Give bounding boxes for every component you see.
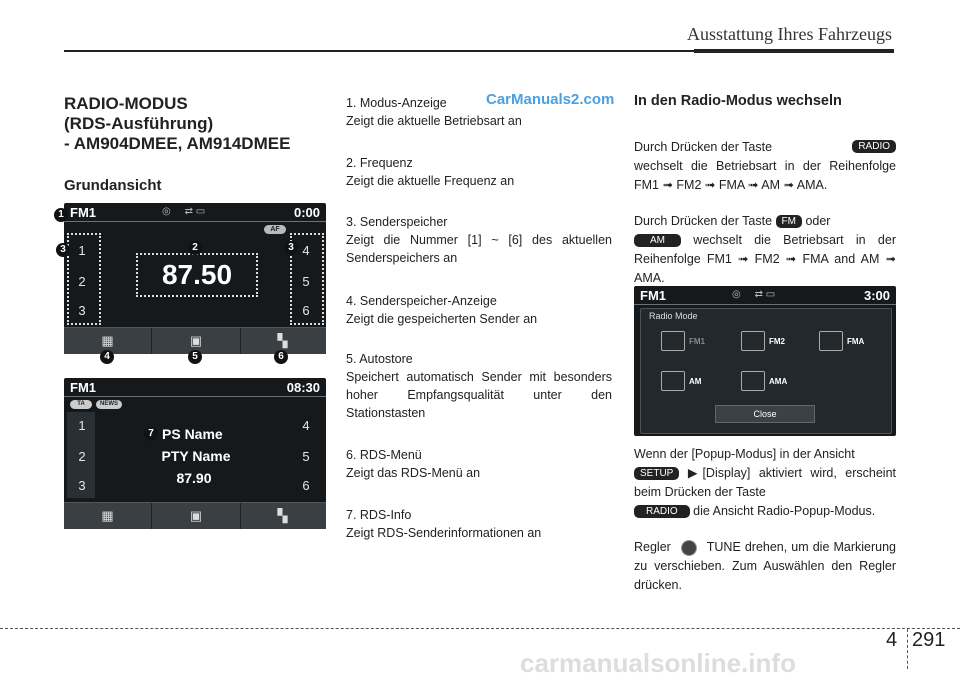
- callout-5: 5: [188, 350, 202, 364]
- band-label: FM1: [640, 288, 666, 303]
- p4-lead: Regler: [634, 540, 671, 554]
- legend-desc: Zeigt die gespeicherten Sender an: [346, 312, 538, 326]
- right-heading: In den Radio-Modus wechseln: [634, 93, 842, 109]
- fm-key: FM: [776, 215, 802, 228]
- legend-item-6: [346, 446, 612, 482]
- preset-4[interactable]: 4: [302, 418, 310, 433]
- tune-knob-icon: [681, 540, 697, 556]
- callout-2: 2: [188, 241, 202, 255]
- callout-4: 4: [100, 350, 114, 364]
- radio-key: RADIO: [852, 140, 896, 153]
- section-title-line2: (RDS-Ausführung): [64, 114, 214, 133]
- section-title-line3: - AM904DMEE, AM914DMEE: [64, 134, 291, 153]
- radio-mode-panel: Radio Mode FM1 FM2 FMA AM AMA Close: [640, 308, 892, 434]
- footer-rule: [0, 628, 960, 629]
- legend-title: 3. Senderspeicher: [346, 215, 448, 229]
- p4-body: TUNE drehen, um die Markierung zu verschieben. Zum Auswählen den Regler drücken.: [634, 540, 896, 592]
- am-key: AM: [634, 234, 681, 247]
- rds-frequency: 87.90: [176, 470, 212, 486]
- legend-title: 1. Modus-Anzeige: [346, 96, 447, 110]
- radio-screen-basic: [64, 203, 326, 353]
- radio-icon: [741, 331, 765, 351]
- legend-desc: Zeigt das RDS-Menü an: [346, 466, 481, 480]
- legend-desc: Zeigt die Nummer [1] ~ [6] des aktuellen Senderspeichers an: [346, 233, 612, 265]
- autostore-button[interactable]: ▣: [151, 503, 241, 529]
- setup-key: SETUP: [634, 467, 679, 480]
- callout-3-left: 3: [56, 243, 70, 257]
- preset-6[interactable]: 6: [302, 303, 310, 318]
- footer-watermark: carmanualsonline.info: [520, 648, 796, 678]
- preset-list-button[interactable]: ▦: [101, 333, 114, 348]
- header-rule-thick: [694, 49, 894, 53]
- legend-desc: Zeigt RDS-Senderinformationen an: [346, 526, 542, 540]
- paragraph-popup: [634, 445, 896, 521]
- chapter-number: 4: [886, 629, 898, 651]
- legend-title: 2. Frequenz: [346, 156, 413, 170]
- preset-4[interactable]: 4: [302, 243, 310, 258]
- divider: [64, 221, 326, 222]
- status-icons: ◎ ⇄ ▭: [732, 289, 776, 300]
- preset-2[interactable]: 2: [78, 274, 86, 289]
- rds-menu-button[interactable]: ▚: [277, 508, 288, 523]
- paragraph-fm-am-key: [634, 212, 896, 288]
- radio-icon: [661, 331, 685, 351]
- legend-title: 6. RDS-Menü: [346, 448, 422, 462]
- clock: 3:00: [863, 288, 890, 303]
- frequency-display: 87.50: [136, 253, 258, 297]
- legend-title: 4. Senderspeicher-Anzeige: [346, 294, 497, 308]
- radio-icon: [819, 331, 843, 351]
- preset-3[interactable]: 3: [78, 303, 86, 318]
- paragraph-radio-key: [634, 138, 896, 195]
- play-icon: ▶: [687, 466, 703, 480]
- radio-screen-rds: [64, 378, 326, 528]
- p3-mid: [Display] aktiviert wird, erscheint beim Drücken der Taste: [634, 466, 896, 499]
- clock: 08:30: [286, 380, 320, 395]
- ta-badge: TA: [70, 400, 92, 409]
- legend-item-5: [346, 350, 612, 422]
- radio-icon: [661, 371, 685, 391]
- panel-title: Radio Mode: [649, 311, 698, 321]
- p2-lead: Durch Drücken der Taste: [634, 214, 773, 228]
- clock: 0:00: [293, 205, 320, 220]
- p3-end: die Ansicht Radio-Popup-Modus.: [693, 504, 876, 518]
- callout-7: 7: [144, 427, 158, 441]
- divider: [634, 304, 896, 305]
- radio-key-2: RADIO: [634, 505, 690, 518]
- legend-item-1: [346, 94, 612, 130]
- radio-popup-screen: [634, 286, 896, 436]
- preset-1[interactable]: 1: [78, 418, 86, 433]
- preset-2[interactable]: 2: [78, 449, 86, 464]
- p2-or: oder: [805, 214, 831, 228]
- preset-6[interactable]: 6: [302, 478, 310, 493]
- header-title: Ausstattung Ihres Fahrzeugs: [687, 24, 892, 44]
- p1-lead: Durch Drücken der Taste: [634, 140, 773, 154]
- pty-name: PTY Name: [161, 448, 231, 464]
- radio-icon: [741, 371, 765, 391]
- section-subtitle: Grundansicht: [64, 177, 162, 194]
- callout-1: 1: [54, 208, 68, 222]
- legend-desc: Zeigt die aktuelle Betriebsart an: [346, 114, 522, 128]
- p1-body: wechselt die Betriebsart in der Reihenfolge FM1 ➟ FM2 ➟ FMA ➟ AM ➟ AMA.: [634, 159, 896, 192]
- section-title-line1: RADIO-MODUS: [64, 94, 188, 113]
- legend-item-3: [346, 213, 612, 267]
- autostore-button[interactable]: ▣: [151, 328, 241, 354]
- preset-5[interactable]: 5: [302, 449, 310, 464]
- legend-item-2: [346, 154, 612, 190]
- preset-1[interactable]: 1: [78, 243, 86, 258]
- button-bar: [64, 502, 326, 529]
- p2-body: wechselt die Betriebsart in der Reihenfolge FM1 ➟ FM2 ➟ FMA and AM ➟ AMA.: [634, 233, 896, 285]
- news-badge: NEWS: [96, 400, 122, 409]
- legend-item-7: [346, 506, 612, 542]
- close-button[interactable]: Close: [715, 405, 815, 423]
- legend-title: 5. Autostore: [346, 352, 413, 366]
- callout-6: 6: [274, 350, 288, 364]
- preset-5[interactable]: 5: [302, 274, 310, 289]
- p3-lead: Wenn der [Popup-Modus] in der Ansicht: [634, 447, 855, 461]
- legend-desc: Zeigt die aktuelle Frequenz an: [346, 174, 515, 188]
- ps-name: PS Name: [162, 426, 223, 442]
- legend-title: 7. RDS-Info: [346, 508, 412, 522]
- legend-item-4: [346, 292, 612, 328]
- preset-list-button[interactable]: ▦: [101, 508, 114, 523]
- paragraph-tune: [634, 538, 896, 595]
- watermark: CarManuals2.com: [486, 91, 615, 108]
- section-title: [64, 94, 290, 154]
- divider: [64, 396, 326, 397]
- rds-menu-button[interactable]: ▚: [277, 333, 288, 348]
- callout-3-right: 3: [284, 241, 298, 255]
- legend-desc: Speichert automatisch Sender mit besonders hoher Empfangsqualität unter den Stationstasten: [346, 370, 612, 420]
- band-label: FM1: [70, 205, 96, 220]
- preset-3[interactable]: 3: [78, 478, 86, 493]
- page-separator: [907, 629, 909, 669]
- band-label: FM1: [70, 380, 96, 395]
- page-number: 291: [912, 629, 946, 651]
- af-badge: AF: [264, 225, 286, 234]
- status-icons: ◎ ⇄ ▭: [162, 206, 206, 217]
